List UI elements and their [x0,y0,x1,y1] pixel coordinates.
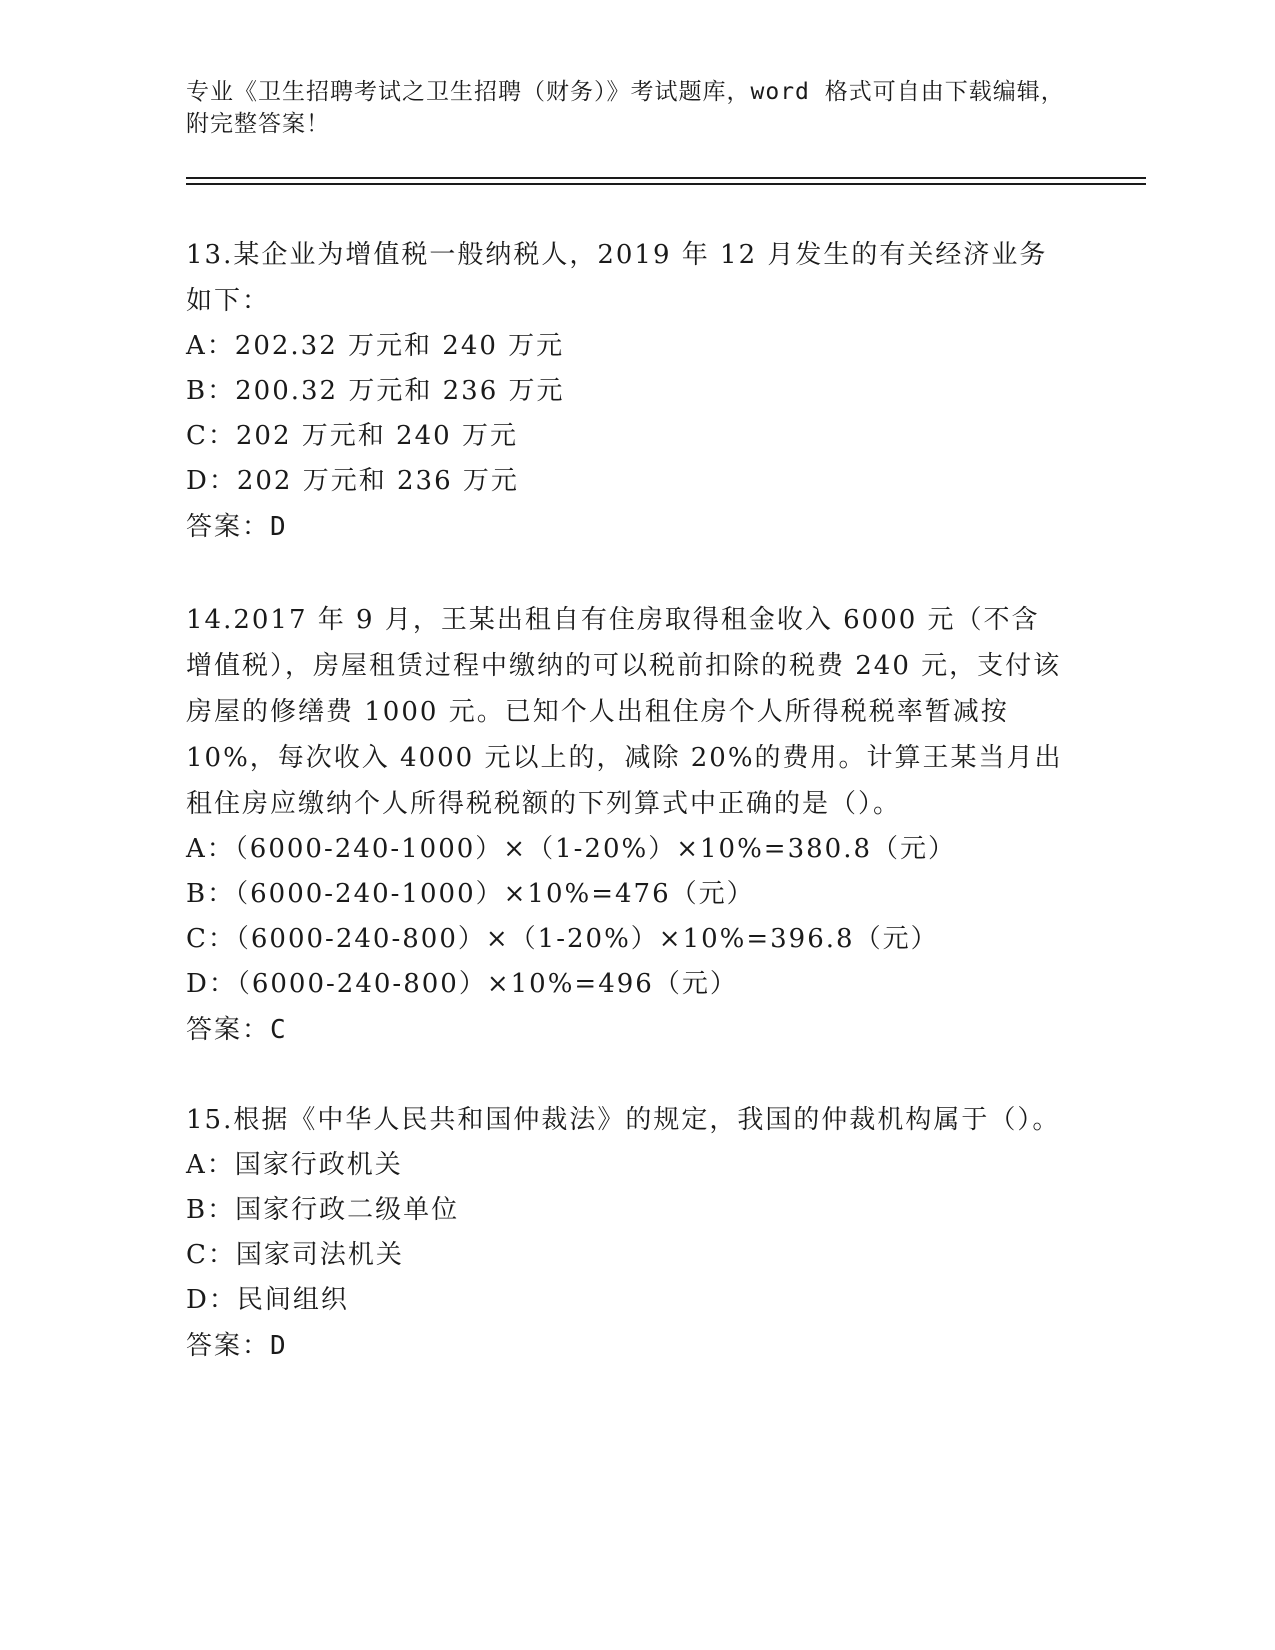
option-a: A：（6000-240-1000）×（1-20%）×10%=380.8（元） [186,834,957,864]
question-15 [186,1097,1066,1369]
answer-label: 答案：D [186,512,288,542]
document-header: 专业《卫生招聘考试之卫生招聘（财务）》考试题库，word 格式可自由下载编辑，附完整答案！ [186,79,1065,137]
header-divider-bottom [186,183,1146,185]
answer-label: 答案：D [186,1331,288,1361]
option-c: C：202 万元和 240 万元 [186,421,518,451]
header-divider-top [186,177,1146,179]
option-c: C：国家司法机关 [186,1240,404,1270]
question-14 [186,597,1066,1053]
option-b: B：国家行政二级单位 [186,1195,460,1225]
question-stem: 14.2017 年 9 月，王某出租自有住房取得租金收入 6000 元（不含增值税），房屋租赁过程中缴纳的可以税前扣除的税费 240 元，支付该房屋的修缮费 1000 元。已知个人出租住房个人所得税税率暂减按 10%，每次收入 4000 元以上的，减除 20%的费用。计算王某当月出租住房应缴纳个人所得税税额的下列算式中正确的是（）。 [186,605,1063,819]
question-13 [186,232,1066,550]
option-d: D：202 万元和 236 万元 [186,466,519,496]
option-b: B：200.32 万元和 236 万元 [186,376,565,406]
answer-label: 答案：C [186,1015,288,1045]
question-stem: 13.某企业为增值税一般纳税人，2019 年 12 月发生的有关经济业务如下： [186,240,1048,316]
option-a: A：国家行政机关 [186,1150,403,1180]
option-c: C：（6000-240-800）×（1-20%）×10%=396.8（元） [186,924,939,954]
option-a: A：202.32 万元和 240 万元 [186,331,565,361]
option-b: B：（6000-240-1000）×10%=476（元） [186,879,755,909]
option-d: D：（6000-240-800）×10%=496（元） [186,969,738,999]
question-stem: 15.根据《中华人民共和国仲裁法》的规定，我国的仲裁机构属于（）。 [186,1105,1061,1135]
option-d: D：民间组织 [186,1285,349,1315]
